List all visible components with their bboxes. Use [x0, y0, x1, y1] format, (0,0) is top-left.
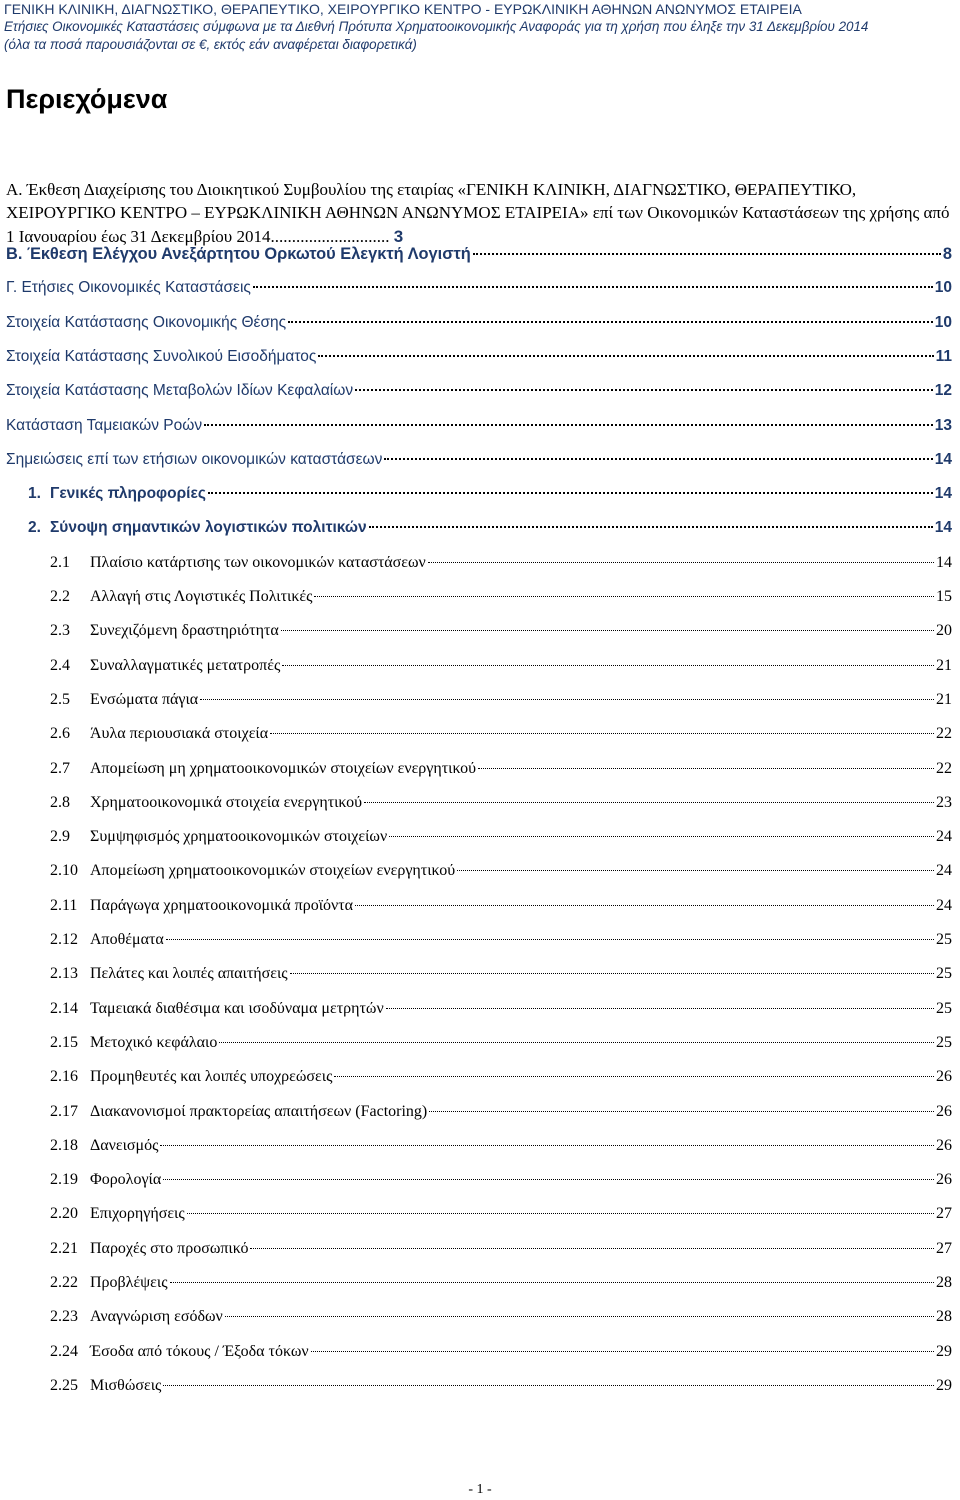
toc-leader-dots — [225, 1316, 934, 1317]
toc-entry-number: 2.6 — [50, 725, 70, 743]
toc-entry-title: Μισθώσεις — [90, 1376, 162, 1394]
toc-entry[interactable] — [6, 1240, 952, 1266]
toc-entry-page: 8 — [942, 245, 952, 263]
toc-entry-page: 21 — [936, 690, 952, 708]
toc-entry[interactable] — [6, 1205, 952, 1231]
toc-entry[interactable] — [6, 1171, 952, 1197]
toc-entry[interactable] — [6, 1343, 952, 1369]
toc-leader-dots — [318, 355, 933, 357]
toc-entry-page: 23 — [936, 793, 952, 811]
toc-entry-page: 26 — [936, 1068, 952, 1086]
toc-leader-dots — [208, 492, 933, 494]
toc-leader-dots — [369, 526, 933, 528]
toc-entry-number: 2.7 — [50, 759, 70, 777]
toc-entry[interactable] — [6, 1308, 952, 1334]
toc-entry-page: 28 — [936, 1274, 952, 1291]
toc-entry[interactable] — [6, 417, 952, 443]
toc-entry-number: 2.1 — [50, 553, 70, 571]
toc-entry-title: Προβλέψεις — [90, 1274, 168, 1291]
toc-leader-dots — [290, 973, 934, 974]
toc-entry-number: 2.5 — [50, 690, 70, 708]
toc-entry-title: Συνεχιζόμενη δραστηριότητα — [90, 622, 279, 640]
toc-entry-title: Στοιχεία Κατάστασης Συνολικού Εισοδήματος — [6, 347, 317, 365]
toc-entry[interactable] — [6, 348, 952, 374]
toc-entry-number: 2.15 — [50, 1033, 78, 1051]
toc-entry[interactable] — [6, 931, 952, 957]
toc-leader-dots — [253, 286, 933, 288]
toc-entry-page: 25 — [936, 931, 952, 948]
toc-entry-title: Β. Έκθεση Ελέγχου Ανεξάρτητου Ορκωτού Ελεγκτή Λογιστή — [6, 245, 471, 263]
toc-leader-dots — [386, 1008, 934, 1009]
toc-entry[interactable] — [6, 279, 952, 305]
toc-entry-title: Παράγωγα χρηματοοικονομικά προϊόντα — [90, 896, 354, 914]
toc-entry[interactable] — [6, 965, 952, 991]
toc-entry-number: 2.25 — [50, 1376, 78, 1394]
toc-entry-number: 2.9 — [50, 828, 70, 846]
toc-entry-intro-page: 3 — [393, 226, 404, 246]
toc-entry-title: Παροχές στο προσωπικό — [90, 1239, 249, 1257]
toc-entry-page: 25 — [936, 965, 952, 983]
toc-entry-title: Στοιχεία Κατάστασης Οικονομικής Θέσης — [6, 313, 287, 331]
toc-entry[interactable] — [6, 897, 952, 923]
toc-entry-page: 25 — [936, 999, 952, 1017]
toc-entry-title: Αλλαγή στις Λογιστικές Πολιτικές — [90, 588, 313, 605]
toc-leader-dots — [250, 1248, 934, 1249]
toc-entry-page: 26 — [936, 1171, 952, 1189]
toc-entry-number: 2.19 — [50, 1171, 78, 1189]
toc-leader-dots — [163, 1385, 934, 1386]
toc-entry-page: 21 — [936, 656, 952, 674]
toc-entry-title: Συναλλαγματικές μετατροπές — [90, 656, 281, 674]
toc-entry[interactable] — [6, 519, 952, 545]
toc-entry[interactable] — [6, 1034, 952, 1060]
toc-leader-dots — [389, 836, 934, 837]
toc-entry-title: Κατάσταση Ταμειακών Ροών — [6, 416, 203, 434]
toc-leader-dots — [355, 389, 933, 391]
toc-leader-dots — [364, 802, 934, 803]
toc-entry[interactable] — [6, 1137, 952, 1163]
toc-leader-dots — [314, 596, 934, 597]
toc-entry-page: 11 — [935, 347, 952, 365]
toc-entry-intro-text: Α. Έκθεση Διαχείρισης του Διοικητικού Συμβουλίου της εταιρίας «ΓΕΝΙΚΗ ΚΛΙΝΙΚΗ, ΔΙΑΓΝΩΣΤΙΚΟ, ΘΕΡΑΠΕΥΤΙΚΟ, ΧΕΙΡΟΥΡΓΙΚΟ ΚΕΝΤΡΟ – ΕΥΡΩΚΛΙΝΙΚΗ ΑΘΗΝΩΝ ΑΝΩΝΥΜΟΣ ΕΤΑΙΡΕΙΑ» επί των Οικονομικών Καταστάσεων της χρήσης από 1 Ιανουαρίου έως 31 Δεκεμβρίου 2014. — [6, 180, 950, 246]
toc-leader-dots — [170, 1282, 934, 1283]
toc-entry[interactable] — [6, 691, 952, 717]
toc-entry-number: 2.2 — [50, 588, 70, 605]
toc-leader-dots — [473, 253, 941, 255]
toc-entry-number: 1. — [28, 485, 41, 503]
header-currency-note: (όλα τα ποσά παρουσιάζονται σε €, εκτός εάν αναφέρεται διαφορετικά) — [4, 37, 417, 52]
toc-entry[interactable] — [6, 554, 952, 580]
toc-entry[interactable] — [6, 760, 952, 786]
toc-leader-dots — [384, 458, 932, 460]
toc-entry-page: 24 — [936, 862, 952, 880]
page-title: Περιεχόμενα — [6, 84, 168, 114]
toc-entry-number: 2.17 — [50, 1102, 78, 1120]
toc-entry[interactable] — [6, 725, 952, 751]
toc-entry-title: Σημειώσεις επί των ετήσιων οικονομικών καταστάσεων — [6, 450, 383, 468]
toc-entry-number: 2.24 — [50, 1342, 78, 1360]
toc-entry-page: 24 — [936, 828, 952, 846]
toc-leader-dots — [311, 1351, 934, 1352]
toc-entry[interactable] — [6, 1274, 952, 1300]
toc-entry[interactable] — [6, 828, 952, 854]
toc-entry-title: Φορολογία — [90, 1171, 162, 1189]
toc-entry-title: Άυλα περιουσιακά στοιχεία — [90, 725, 269, 743]
toc-entry-page: 13 — [934, 416, 952, 434]
toc-entry-title: Απομείωση μη χρηματοοικονομικών στοιχείων ενεργητικού — [90, 759, 477, 777]
toc-entry-page: 12 — [934, 382, 952, 400]
toc-entry-number: 2.13 — [50, 965, 78, 983]
toc-entry[interactable] — [6, 1103, 952, 1129]
toc-entry-title: Γενικές πληροφορίες — [50, 485, 206, 503]
toc-entry[interactable] — [6, 485, 952, 511]
toc-entry-intro-dots: ........................... — [274, 226, 390, 246]
toc-entry-title: Αποθέματα — [90, 931, 164, 948]
toc-entry-title: Στοιχεία Κατάστασης Μεταβολών Ιδίων Κεφαλαίων — [6, 382, 354, 400]
toc-entry-page: 22 — [936, 725, 952, 743]
toc-entry-title: Χρηματοοικονομικά στοιχεία ενεργητικού — [90, 793, 363, 811]
toc-leader-dots — [334, 1076, 934, 1077]
toc-leader-dots — [457, 870, 934, 871]
toc-entry-title: Απομείωση χρηματοοικονομικών στοιχείων ενεργητικού — [90, 862, 456, 880]
toc-entry-page: 15 — [936, 588, 952, 605]
toc-entry[interactable] — [6, 1377, 952, 1403]
toc-entry[interactable] — [6, 245, 952, 271]
toc-entry[interactable] — [6, 1068, 952, 1094]
toc-entry[interactable] — [6, 451, 952, 477]
toc-leader-dots — [166, 939, 934, 940]
toc-leader-dots — [204, 424, 933, 426]
toc-entry[interactable] — [6, 1000, 952, 1026]
toc-entry-number: 2.22 — [50, 1274, 78, 1291]
toc-entry-page: 10 — [934, 279, 952, 297]
toc-entry-page: 26 — [936, 1102, 952, 1120]
toc-entry-title: Διακανονισμοί πρακτορείας απαιτήσεων (Factoring) — [90, 1102, 428, 1120]
toc-leader-dots — [187, 1213, 934, 1214]
toc-entry-number: 2.14 — [50, 999, 78, 1017]
toc-entry[interactable] — [6, 862, 952, 888]
toc-leader-dots — [428, 562, 934, 563]
toc-leader-dots — [355, 905, 934, 906]
running-header — [4, 0, 956, 54]
toc-entry-number: 2.20 — [50, 1205, 78, 1223]
toc-leader-dots — [281, 630, 934, 631]
toc-entry-title: Συμψηφισμός χρηματοοικονομικών στοιχείων — [90, 828, 388, 846]
toc-entry-page: 14 — [934, 485, 952, 503]
toc-leader-dots — [288, 321, 933, 323]
toc-entry-page: 29 — [936, 1376, 952, 1394]
toc-entry-page: 25 — [936, 1033, 952, 1051]
toc-entry-number: 2.8 — [50, 793, 70, 811]
toc-entry-title: Πλαίσιο κατάρτισης των οικονομικών καταστάσεων — [90, 553, 426, 571]
toc-entry[interactable] — [6, 382, 952, 408]
toc-entry-number: 2.16 — [50, 1068, 78, 1086]
toc-entry-page: 27 — [936, 1205, 952, 1223]
toc-entry-number: 2.12 — [50, 931, 78, 948]
toc-entry-number: 2.21 — [50, 1239, 78, 1257]
toc-entry-title: Σύνοψη σημαντικών λογιστικών πολιτικών — [50, 519, 367, 537]
toc-entry-title: Ενσώματα πάγια — [90, 690, 199, 708]
toc-entry-number: 2.3 — [50, 622, 70, 640]
toc-entry-title: Προμηθευτές και λοιπές υποχρεώσεις — [90, 1068, 333, 1086]
toc-entry-page: 27 — [936, 1239, 952, 1257]
toc-entry[interactable] — [6, 657, 952, 683]
toc-entry-number: 2.10 — [50, 862, 78, 880]
toc-entry-page: 10 — [934, 313, 952, 331]
page-number-footer: - 1 - — [468, 1482, 492, 1497]
toc-entry-number: 2. — [28, 519, 41, 537]
toc-entry-number: 2.23 — [50, 1308, 78, 1326]
toc-entry-title: Αναγνώριση εσόδων — [90, 1308, 223, 1326]
toc-entry-page: 24 — [936, 896, 952, 914]
toc-entry-title: Γ. Ετήσιες Οικονομικές Καταστάσεις — [6, 279, 251, 297]
toc-entry[interactable] — [6, 588, 952, 614]
toc-leader-dots — [270, 733, 934, 734]
toc-entry-title: Ταμειακά διαθέσιμα και ισοδύναμα μετρητών — [90, 999, 384, 1017]
toc-leader-dots — [282, 665, 934, 666]
toc-entry-page: 14 — [934, 519, 952, 537]
toc-leader-dots — [219, 1042, 934, 1043]
toc-entry-title: Δανεισμός — [90, 1136, 159, 1154]
toc-entry[interactable] — [6, 794, 952, 820]
toc-entry-title: Πελάτες και λοιπές απαιτήσεις — [90, 965, 288, 983]
toc-entry[interactable] — [6, 314, 952, 340]
toc-entry-page: 29 — [936, 1342, 952, 1360]
toc-leader-dots — [200, 699, 934, 700]
toc-entry-page: 14 — [934, 450, 952, 468]
toc-leader-dots — [160, 1145, 934, 1146]
toc-entry-title: Επιχορηγήσεις — [90, 1205, 185, 1223]
header-company-name: ΓΕΝΙΚΗ ΚΛΙΝΙΚΗ, ΔΙΑΓΝΩΣΤΙΚΟ, ΘΕΡΑΠΕΥΤΙΚΟ, ΧΕΙΡΟΥΡΓΙΚΟ ΚΕΝΤΡΟ - ΕΥΡΩΚΛΙΝΙΚΗ ΑΘΗΝΩΝ ΑΝΩΝΥΜΟΣ ΕΤΑΙΡΕΙΑ — [4, 1, 802, 17]
toc-entry-page: 14 — [936, 553, 952, 571]
header-report-title: Ετήσιες Οικονομικές Καταστάσεις σύμφωνα με τα Διεθνή Πρότυπα Χρηματοοικονομικής Αναφοράς για τη χρήση που έληξε την 31 Δεκεμβρίου 2014 — [4, 19, 869, 34]
toc-entry-page: 20 — [936, 622, 952, 640]
toc-entry-intro[interactable] — [6, 178, 954, 248]
toc-entry-number: 2.18 — [50, 1136, 78, 1154]
toc-entry-page: 26 — [936, 1136, 952, 1154]
toc-leader-dots — [429, 1111, 934, 1112]
toc-leader-dots — [163, 1179, 934, 1180]
toc-entry-title: Μετοχικό κεφάλαιο — [90, 1033, 218, 1051]
toc-entry-number: 2.4 — [50, 656, 70, 674]
toc-entry-title: Έσοδα από τόκους / Έξοδα τόκων — [90, 1342, 309, 1360]
toc-entry-page: 22 — [936, 759, 952, 777]
toc-entry[interactable] — [6, 622, 952, 648]
toc-leader-dots — [478, 768, 934, 769]
toc-entry-number: 2.11 — [50, 896, 78, 914]
toc-entry-page: 28 — [936, 1308, 952, 1326]
